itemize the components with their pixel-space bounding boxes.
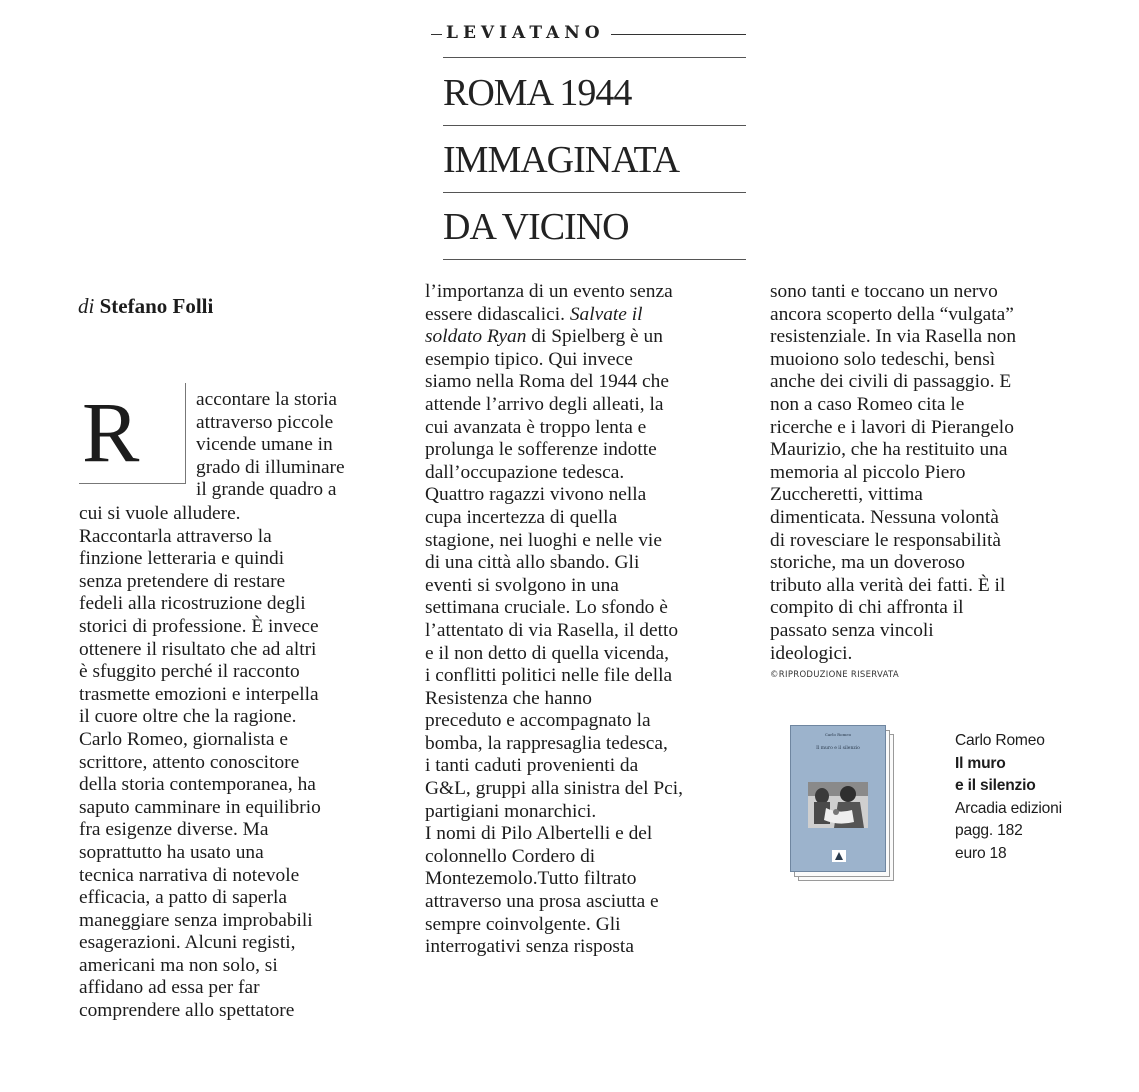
- rubric-rule-right: [611, 34, 746, 35]
- text-line: senza pretendere di restare: [79, 570, 286, 592]
- text-line: storiche, ma un doveroso: [770, 552, 965, 574]
- cover-photo-image: [808, 782, 868, 828]
- byline-author: Stefano Folli: [99, 294, 214, 318]
- byline: [78, 294, 213, 319]
- text-run: di Spielberg è un: [526, 326, 663, 348]
- text-line: ottenere il risultato che ad altri: [79, 638, 317, 660]
- text-line: comprendere allo spettatore: [79, 1000, 295, 1022]
- text-line: siamo nella Roma del 1944 che: [425, 371, 669, 393]
- title-rule-1: [443, 57, 746, 58]
- text-line: tributo alla verità dei fatti. È il: [770, 574, 1006, 596]
- cover-author: Carlo Romeo: [824, 732, 852, 737]
- text-line: accontare la storia: [196, 389, 338, 410]
- dropcap-box: [79, 383, 186, 484]
- text-line: settimana cruciale. Lo sfondo è: [425, 597, 668, 619]
- rubric-rule-left: [431, 34, 442, 35]
- text-line: Quattro ragazzi vivono nella: [425, 484, 647, 506]
- text-line: dimenticata. Nessuna volontà: [770, 506, 999, 528]
- book-price: euro 18: [955, 844, 1007, 862]
- headline-line-2: IMMAGINATA: [443, 139, 680, 181]
- text-line: preceduto e accompagnato la: [425, 710, 651, 732]
- text-line: cui si vuole alludere.: [79, 503, 241, 524]
- column-2: [425, 281, 683, 959]
- text-line: attraverso una prosa asciutta e: [425, 891, 659, 913]
- text-line: dall’occupazione tedesca.: [425, 461, 625, 483]
- text-line: Maurizio, che ha restituito una: [770, 439, 1008, 461]
- text-line: attende l’arrivo degli alleati, la: [425, 393, 664, 415]
- column-1: [79, 503, 321, 1023]
- text-line: è sfuggito perché il racconto: [79, 661, 300, 683]
- title-rule-2: [443, 125, 746, 126]
- text-line: ideologici.: [770, 642, 853, 664]
- text-line: esagerazioni. Alcuni registi,: [79, 932, 296, 954]
- text-line: ancora scoperto della “vulgata”: [770, 303, 1014, 325]
- text-line: tecnica narrativa di notevole: [79, 864, 300, 886]
- publisher-logo-icon: [832, 850, 846, 862]
- byline-prefix: di: [78, 294, 95, 318]
- text-line: compito di chi affronta il: [770, 597, 964, 619]
- dropcap-letter: R: [82, 384, 140, 480]
- book-cover-stack: [790, 725, 886, 872]
- text-line: esempio tipico. Qui invece: [425, 348, 633, 370]
- text-line: finzione letteraria e quindi: [79, 548, 285, 570]
- book-publisher: Arcadia edizioni: [955, 799, 1062, 817]
- text-line: scrittore, attento conoscitore: [79, 751, 300, 773]
- text-line: il cuore oltre che la ragione.: [79, 706, 297, 728]
- text-line: passato senza vincoli: [770, 619, 934, 641]
- text-line: prolunga le sofferenze indotte: [425, 439, 657, 461]
- text-line: Carlo Romeo, giornalista e: [79, 728, 288, 750]
- text-line: [425, 326, 683, 349]
- book-pages: pagg. 182: [955, 822, 1023, 840]
- text-line: l’attentato di via Rasella, il detto: [425, 619, 679, 641]
- text-line: Resistenza che hanno: [425, 687, 592, 709]
- text-line: vicende umane in: [196, 434, 333, 456]
- text-line: eventi si svolgono in una: [425, 574, 619, 596]
- cover-title: Il muro e il silenzio: [816, 746, 860, 751]
- text-line: non a caso Romeo cita le: [770, 393, 965, 415]
- text-line: storici di professione. È invece: [79, 615, 319, 637]
- text-line: memoria al piccolo Piero: [770, 461, 966, 483]
- text-line: partigiani monarchici.: [425, 800, 597, 822]
- text-line: [425, 304, 683, 327]
- text-line: maneggiare senza improbabili: [79, 909, 313, 931]
- text-line: resistenziale. In via Rasella non: [770, 326, 1017, 348]
- text-line: affidano ad essa per far: [79, 977, 260, 999]
- text-line: cupa incertezza di quella: [425, 506, 618, 528]
- column-3: [770, 281, 1016, 665]
- text-line: fedeli alla ricostruzione degli: [79, 593, 306, 615]
- text-line: muoiono solo tedeschi, bensì: [770, 348, 996, 370]
- title-rule-4: [443, 259, 746, 260]
- text-line: trasmette emozioni e interpella: [79, 683, 319, 705]
- text-line: G&L, gruppi alla sinistra del Pci,: [425, 778, 683, 800]
- text-line: Montezemolo.Tutto filtrato: [425, 868, 637, 890]
- text-line: colonnello Cordero di: [425, 845, 596, 867]
- text-line: sempre coinvolgente. Gli: [425, 913, 621, 935]
- text-line: attraverso piccole: [196, 411, 334, 433]
- text-line: I nomi di Pilo Albertelli e del: [425, 823, 653, 845]
- book-cover: [790, 725, 886, 872]
- film-title-part: Salvate il: [569, 303, 643, 325]
- text-line: i conflitti politici nelle file della: [425, 665, 673, 687]
- text-line: grado di illuminare: [196, 456, 345, 478]
- text-line: saputo camminare in equilibrio: [79, 796, 321, 818]
- title-rule-3: [443, 192, 746, 193]
- text-line: della storia contemporanea, ha: [79, 774, 316, 796]
- text-line: ricerche e i lavori di Pierangelo: [770, 416, 1014, 438]
- text-line: di una città allo sbando. Gli: [425, 552, 640, 574]
- text-line: interrogativi senza risposta: [425, 936, 634, 958]
- book-author: Carlo Romeo: [955, 732, 1045, 749]
- book-info: [955, 730, 1062, 866]
- column-1-intro: [196, 389, 345, 502]
- book-title-line-2: e il silenzio: [955, 777, 1036, 795]
- headline-line-3: DA VICINO: [443, 206, 629, 248]
- text-line: di rovesciare le responsabilità: [770, 529, 1001, 551]
- text-line: i tanti caduti provenienti da: [425, 755, 639, 777]
- text-line: Raccontarla attraverso la: [79, 525, 272, 547]
- text-line: anche dei civili di passaggio. E: [770, 371, 1012, 393]
- text-line: stagione, nei luoghi e nelle vie: [425, 529, 662, 551]
- text-line: e il non detto di quella vicenda,: [425, 642, 669, 664]
- text-line: cui avanzata è troppo lenta e: [425, 416, 647, 438]
- text-line: soprattutto ha usato una: [79, 841, 264, 863]
- text-line: sono tanti e toccano un nervo: [770, 281, 998, 302]
- text-line: fra esigenze diverse. Ma: [79, 819, 269, 841]
- film-title-part: soldato Ryan: [425, 326, 527, 348]
- section-rubric: LEVIATANO: [446, 23, 605, 43]
- text-line: efficacia, a patto di saperla: [79, 887, 287, 909]
- text-line: Zuccheretti, vittima: [770, 484, 923, 506]
- text-run: essere didascalici.: [425, 303, 570, 325]
- headline-line-1: ROMA 1944: [443, 72, 632, 114]
- book-title-line-1: Il muro: [955, 754, 1006, 772]
- text-line: americani ma non solo, si: [79, 954, 278, 976]
- text-line: l’importanza di un evento senza: [425, 281, 673, 302]
- copyright-notice: ©RIPRODUZIONE RISERVATA: [770, 670, 899, 680]
- text-line: bomba, la rappresaglia tedesca,: [425, 732, 668, 754]
- text-line: il grande quadro a: [196, 479, 337, 501]
